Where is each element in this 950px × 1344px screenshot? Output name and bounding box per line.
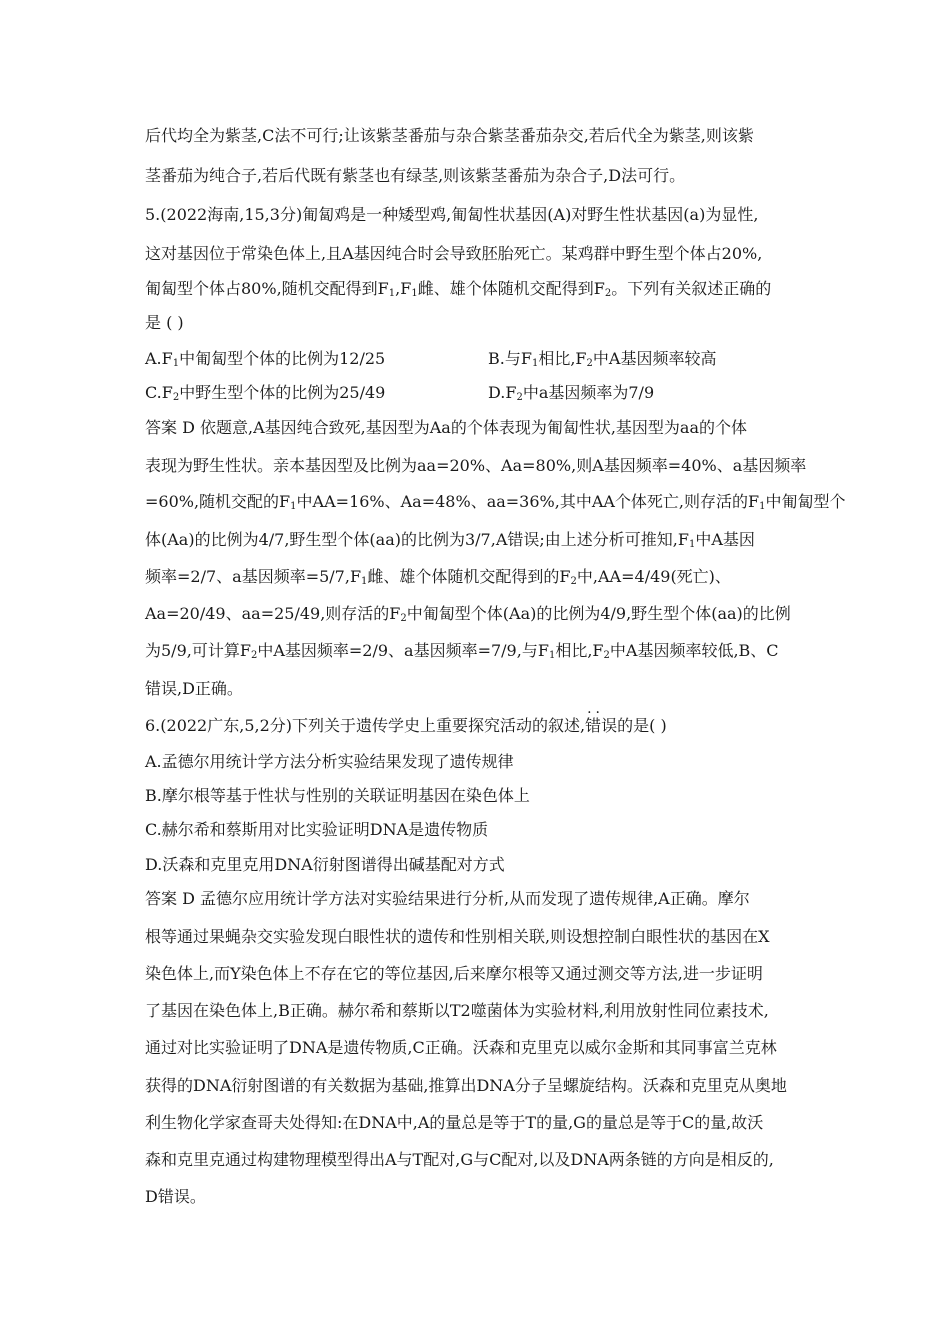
emphasis-dots: ·· 错误	[585, 716, 617, 736]
option-c: C.赫尔希和蔡斯用对比实验证明DNA是遗传物质	[145, 820, 489, 839]
answer-6: 染色体上,而Y染色体上不存在它的等位基因,后来摩尔根等又通过测交等方法,进一步证明	[145, 964, 763, 983]
option-a: A.孟德尔用统计学方法分析实验结果发现了遗传规律	[145, 752, 514, 771]
answer-6: 根等通过果蝇杂交实验发现白眼性状的遗传和性别相关联,则设想控制白眼性状的基因在X	[145, 927, 770, 946]
answer-6: 获得的DNA衍射图谱的有关数据为基础,推算出DNA分子呈螺旋结构。沃森和克里克从奥地	[145, 1076, 787, 1095]
text-line: 后代均全为紫茎,C法不可行;让该紫茎番茄与杂合紫茎番茄杂交,若后代全为紫茎,则该紫	[145, 126, 754, 145]
question-5-stem: 这对基因位于常染色体上,且A基因纯合时会导致胚胎死亡。某鸡群中野生型个体占20%,	[145, 244, 763, 263]
option-c: $C.F_2$中野生型个体的比例为25/49	[145, 383, 386, 403]
answer-5: 为5/9,可计算$F_2$中A基因频率=2/9、a基因频率=7/9,与$F_1$相比$,F_2$中A基因频率较低,B、C	[145, 641, 779, 661]
option-d: $D.F_2$中a基因频率为7/9	[488, 383, 655, 403]
question-5-stem: 是 ( )	[145, 313, 184, 332]
answer-6: 利生物化学家查哥夫处得知:在DNA中,A的量总是等于T的量,G的量总是等于C的量,故沃	[145, 1113, 764, 1132]
answer-5: 表现为野生性状。亲本基因型及比例为aa=20%、Aa=80%,则A基因频率=40%、a基因频率	[145, 456, 807, 475]
option-b: B.摩尔根等基于性状与性别的关联证明基因在染色体上	[145, 786, 530, 805]
answer-6: 森和克里克通过构建物理模型得出A与T配对,G与C配对,以及DNA两条链的方向是相反的,	[145, 1150, 774, 1169]
question-6-stem: 6.(2022广东,5,2分)下列关于遗传学史上重要探究活动的叙述,·· 错误的是( )	[145, 716, 667, 736]
option-b: B.与$F_1$相比$,F_2$中A基因频率较高	[488, 349, 717, 369]
text-line: 茎番茄为纯合子,若后代既有紫茎也有绿茎,则该紫茎番茄为杂合子,D法可行。	[145, 166, 686, 185]
answer-6: 答案 D 孟德尔应用统计学方法对实验结果进行分析,从而发现了遗传规律,A正确。摩尔	[145, 889, 750, 908]
answer-5: 频率=2/7、a基因频率$=5/7,F_1$雌、雄个体随机交配得到的$F_2$中,AA=4/49(死亡)、	[145, 567, 731, 587]
answer-6: D错误。	[145, 1187, 206, 1206]
answer-5: 错误,D正确。	[145, 679, 243, 698]
answer-6: 了基因在染色体上,B正确。赫尔希和蔡斯以T2噬菌体为实验材料,利用放射性同位素技术,	[145, 1001, 769, 1020]
question-5-stem: 5.(2022海南,15,3分)匍匐鸡是一种矮型鸡,匍匐性状基因(A)对野生性状基因(a)为显性,	[145, 205, 759, 224]
answer-6: 通过对比实验证明了DNA是遗传物质,C正确。沃森和克里克以威尔金斯和其同事富兰克林	[145, 1038, 777, 1057]
question-5-stem: 匍匐型个体占80%,随机交配得到$F_1,F_1$雌、雄个体随机交配得到$F_2$。下列有关叙述正确的	[145, 279, 772, 299]
answer-5: Aa=20/49、aa=25/49,则存活的$F_2$中匍匐型个体(Aa)的比例为4/9,野生型个体(aa)的比例	[145, 604, 791, 624]
option-d: D.沃森和克里克用DNA衍射图谱得出碱基配对方式	[145, 855, 505, 874]
answer-5: 体(Aa)的比例为4/7,野生型个体(aa)的比例为3/7,A错误;由上述分析可推知$,F_1$中A基因	[145, 530, 755, 550]
answer-5: =60%,随机交配的$F_1$中AA=16%、Aa=48%、aa=36%,其中AA个体死亡,则存活的$F_1$中匍匐型个	[145, 492, 846, 512]
answer-5: 答案 D 依题意,A基因纯合致死,基因型为Aa的个体表现为匍匐性状,基因型为aa的个体	[145, 418, 747, 437]
option-a: $A.F_1$中匍匐型个体的比例为12/25	[145, 349, 386, 369]
